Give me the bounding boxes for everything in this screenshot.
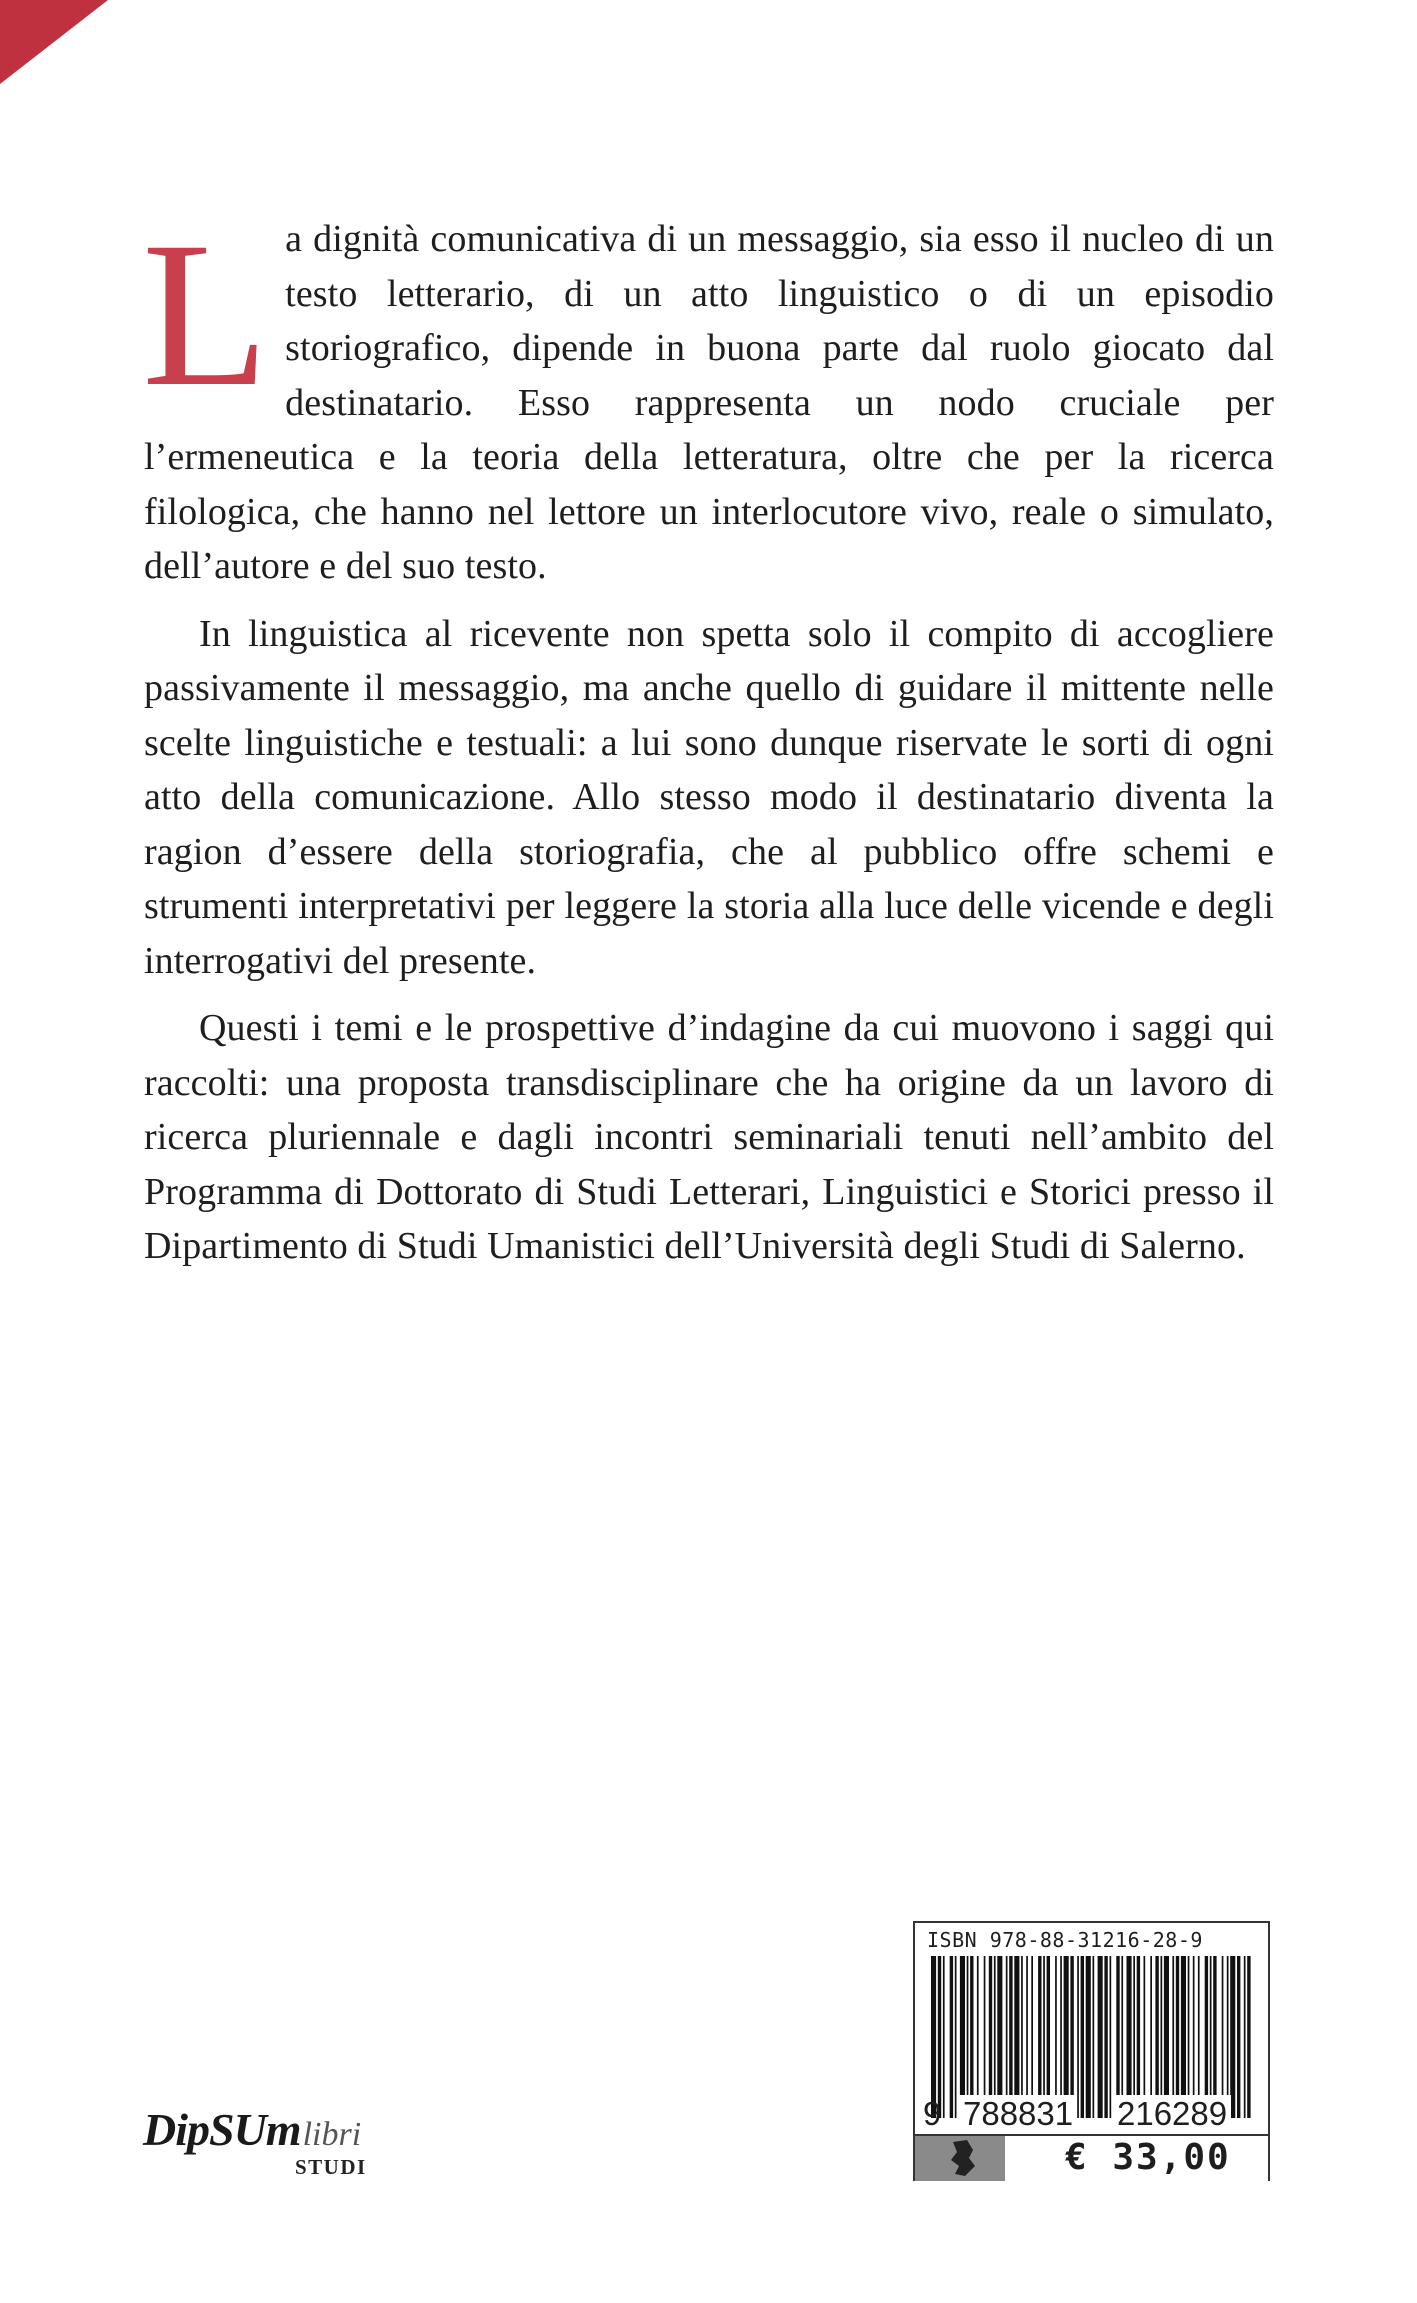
paragraph-1-text: a dignità comunicativa di un messaggio, sia esso il nucleo di un testo letterario, di un atto linguistico o di un episodio storiografico, dipende in buona parte dal ruolo giocato dal destinatario. Esso rappresenta un nodo cruciale per l’ermeneutica e la teoria della letteratura, oltre che per la ricerca filologica, che hanno nel lettore un interlocutore vivo, reale o simulato, dell’autore e del suo testo. [144,218,1274,587]
price-label: € 33,00 [1065,2137,1231,2178]
ean-left-group: 788831 [959,2095,1077,2133]
barcode-box [913,1921,1270,2181]
paragraph-2: In linguistica al ricevente non spetta solo il compito di accogliere passivamente il messaggio, ma anche quello di guidare il mittente nelle scelte linguistiche e testuali: a lui sono dunque riservate le sorti di ogni atto della comunicazione. Allo stesso modo il destinatario diventa la ragion d’essere della storiografia, che al pubblico offre schemi e strumenti interpretativi per leggere la storia alla luce delle vicende e degli interrogativi del presente. [144,612,1274,982]
isbn-label: ISBN 978-88-31216-28-9 [927,1928,1203,1952]
publisher-logo [143,2103,367,2179]
publisher-emblem-icon [915,2136,1005,2181]
ean-right-group: 216289 [1113,2095,1231,2133]
barcode-bars [925,1956,1258,2118]
blurb-text [142,199,1274,1287]
paragraph-1 [142,199,1274,594]
ean-first-digit: 9 [923,2095,942,2132]
paragraph-3: Questi i temi e le prospettive d’indagine da cui muovono i saggi qui raccolti: una proposta transdisciplinare che ha origine da un lavoro di ricerca pluriennale e dagli incontri seminariali tenuti nell’ambito del Programma di Dottorato di Studi Letterari, Linguistici e Storici presso il Dipartimento di Studi Umanistici dell’Università degli Studi di Salerno. [144,1007,1274,1267]
corner-ribbon [0,0,108,84]
publisher-name: DipSUm [143,2104,301,2155]
price-row [915,2134,1268,2181]
drop-cap: L [142,199,270,429]
publisher-series: libri [302,2116,362,2153]
publisher-collection: STUDI [295,2155,367,2179]
